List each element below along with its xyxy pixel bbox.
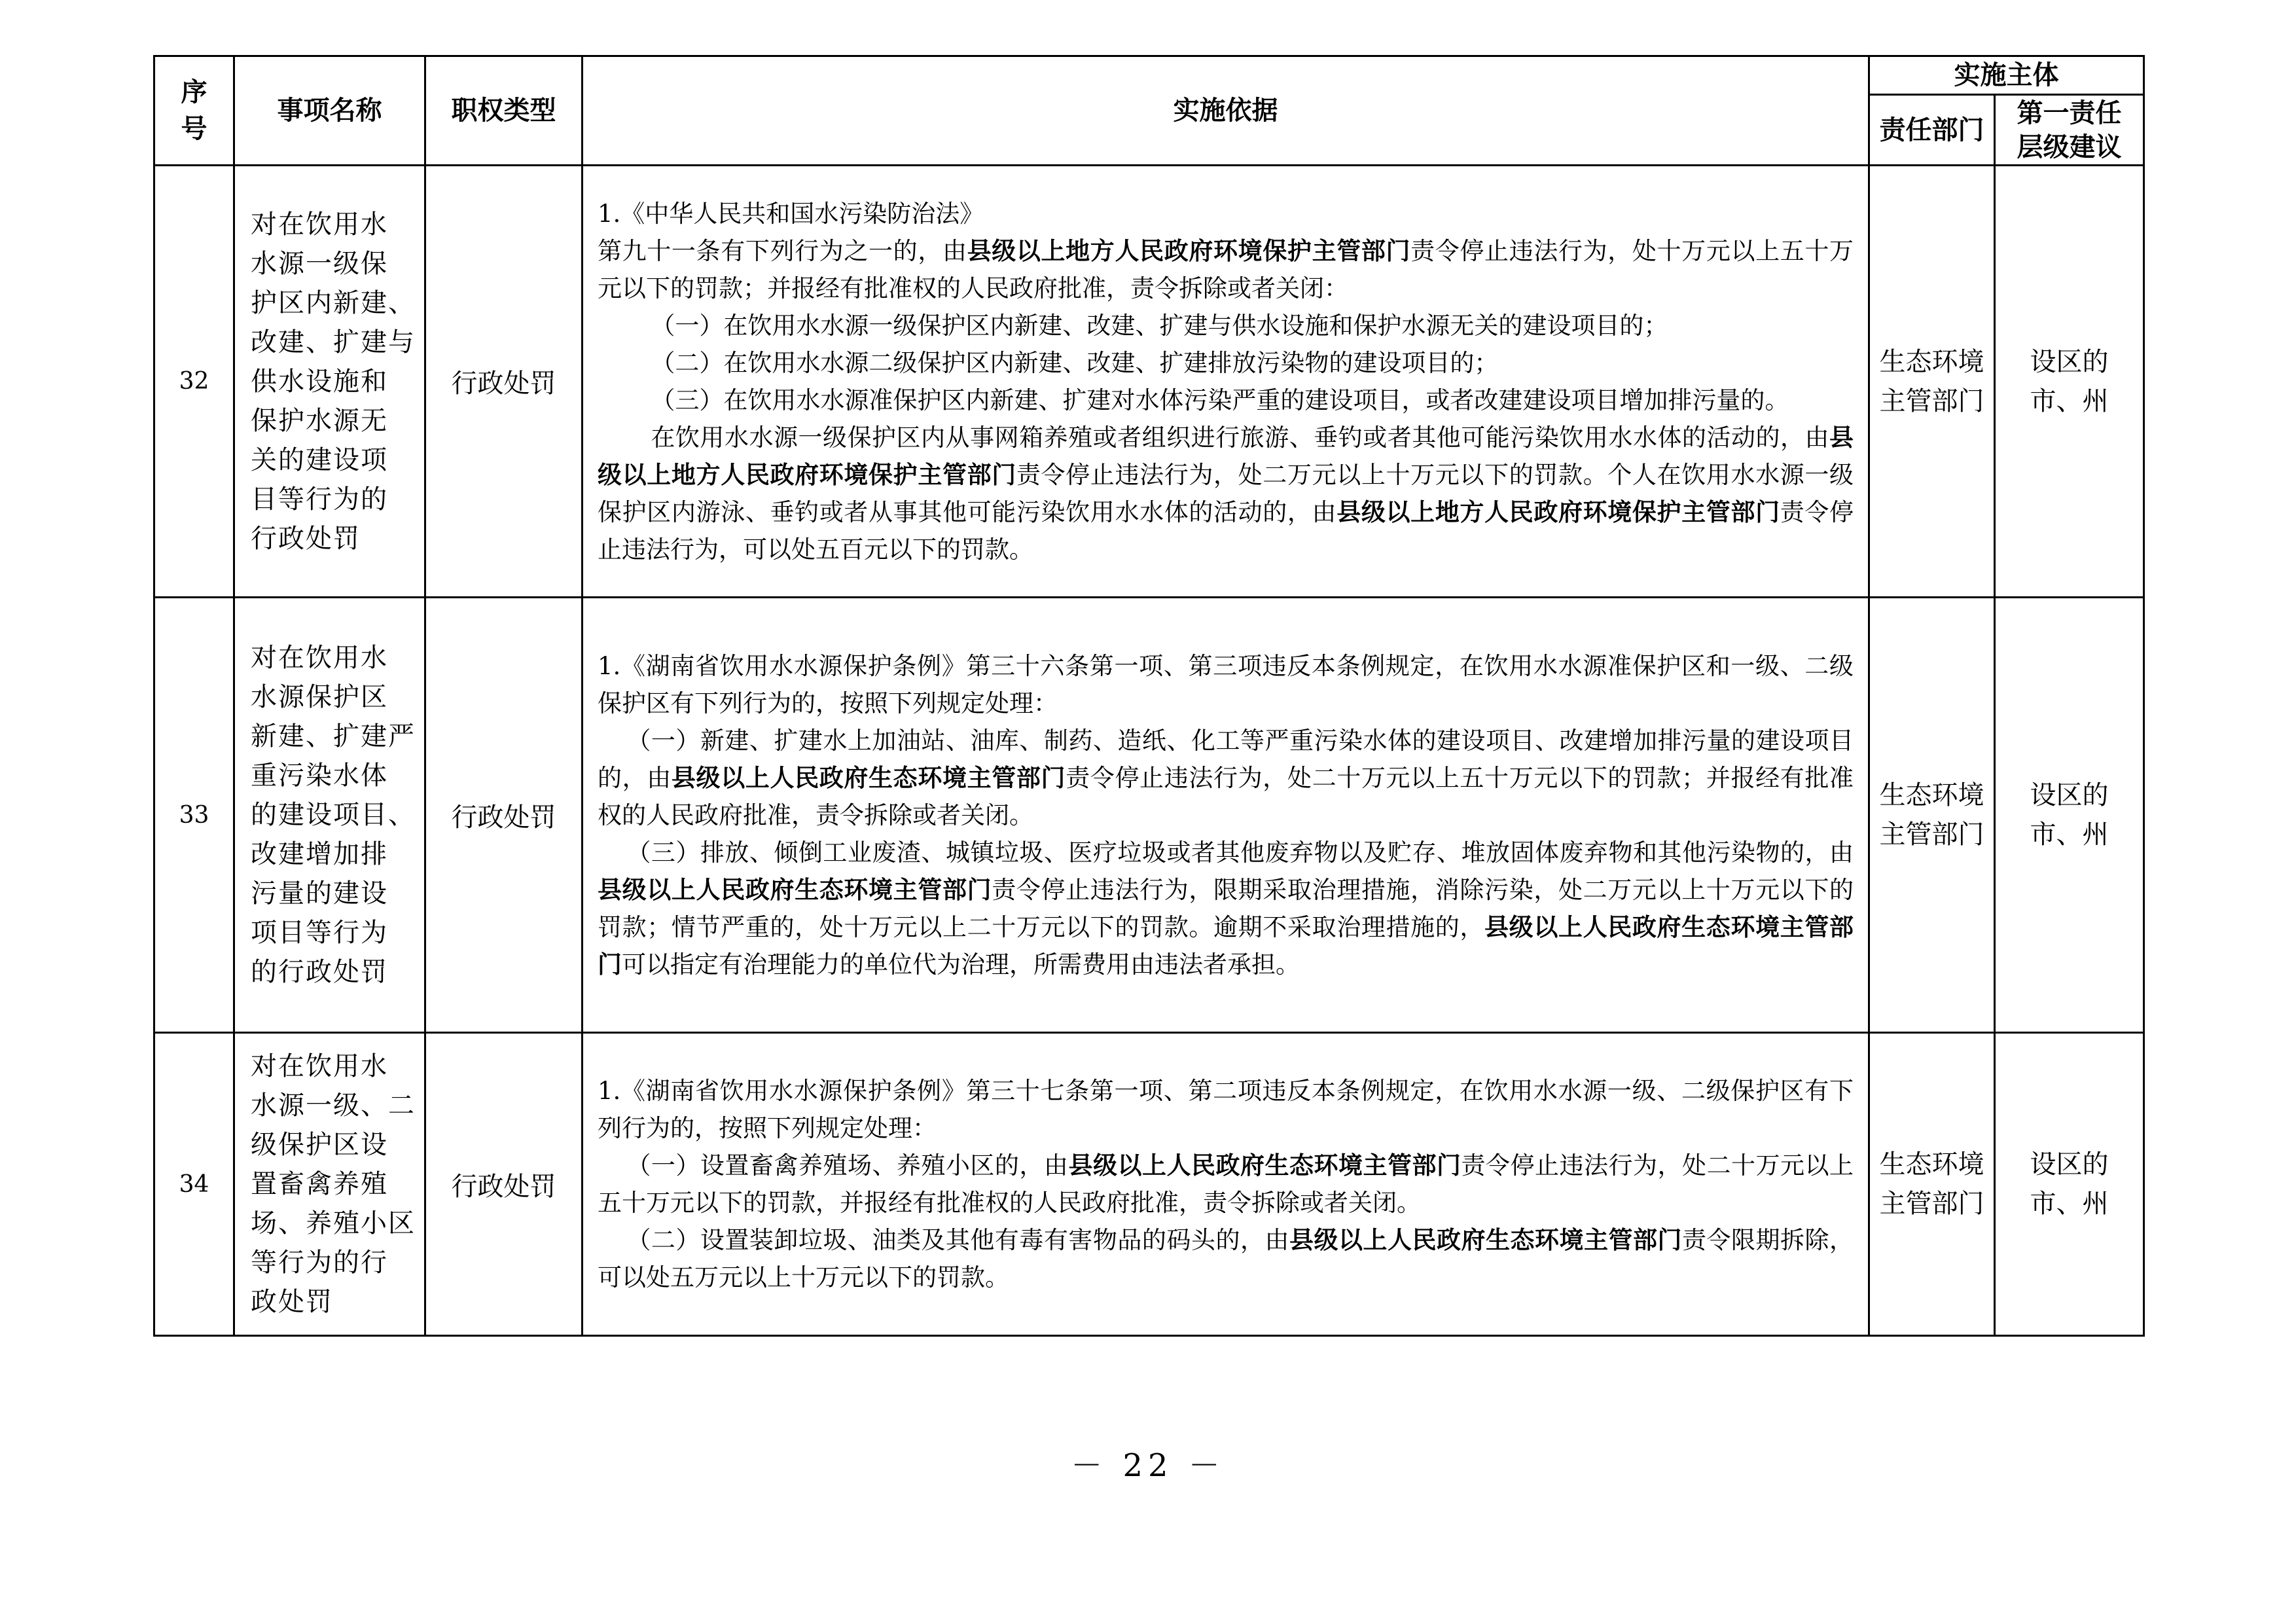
row-seq: 33 — [154, 598, 234, 1033]
row-name: 对在饮用水 水源一级保 护区内新建、 改建、扩建与 供水设施和 保护水源无 关的建设项 目等行为的 行政处罚 — [234, 166, 425, 598]
table-row — [154, 166, 2144, 598]
row-level: 设区的 市、州 — [1995, 166, 2144, 598]
row-dept: 生态环境 主管部门 — [1869, 166, 1995, 598]
header-type: 职权类型 — [425, 56, 583, 166]
row-level: 设区的 市、州 — [1995, 1033, 2144, 1336]
row-basis: 1.《湖南省饮用水水源保护条例》第三十六条第一项、第三项违反本条例规定，在饮用水水源准保护区和一级、二级保护区有下列行为的，按照下列规定处理： （一）新建、扩建水上加油站、油库、制药、造纸、化工等严重污染水体的建设项目、改建增加排污量的建设项目的，由县级以上人民政府生态环境主管部门责令停止违法行为，处二十万元以上五十万元以下的罚款；并报经有批准权的人民政府批准，责令拆除或者关闭。 （三）排放、倾倒工业废渣、城镇垃圾、医疗垃圾或者其他废弃物以及贮存、堆放固体废弃物和其他污染物的，由县级以上人民政府生态环境主管部门责令停止违法行为，限期采取治理措施，消除污染，处二万元以上十万元以下的罚款；情节严重的，处十万元以上二十万元以下的罚款。逾期不采取治理措施的，县级以上人民政府生态环境主管部门可以指定有治理能力的单位代为治理，所需费用由违法者承担。 — [583, 598, 1869, 1033]
header-name: 事项名称 — [234, 56, 425, 166]
row-name: 对在饮用水 水源一级、二 级保护区设 置畜禽养殖 场、养殖小区 等行为的行 政处罚 — [234, 1033, 425, 1336]
enforcement-table — [153, 55, 2145, 1337]
header-seq: 序 号 — [154, 56, 234, 166]
row-basis: 1.《中华人民共和国水污染防治法》 第九十一条有下列行为之一的，由县级以上地方人民政府环境保护主管部门责令停止违法行为，处十万元以上五十万元以下的罚款；并报经有批准权的人民政府批准，责令拆除或者关闭： （一）在饮用水水源一级保护区内新建、改建、扩建与供水设施和保护水源无关的建设项目的； （二）在饮用水水源二级保护区内新建、改建、扩建排放污染物的建设项目的； （三）在饮用水水源准保护区内新建、扩建对水体污染严重的建设项目，或者改建建设项目增加排污量的。 在饮用水水源一级保护区内从事网箱养殖或者组织进行旅游、垂钓或者其他可能污染饮用水水体的活动的，由县级以上地方人民政府环境保护主管部门责令停止违法行为，处二万元以上十万元以下的罚款。个人在饮用水水源一级保护区内游泳、垂钓或者从事其他可能污染饮用水水体的活动的，由县级以上地方人民政府环境保护主管部门责令停止违法行为，可以处五百元以下的罚款。 — [583, 166, 1869, 598]
page-number: － 22 － — [1071, 1447, 1225, 1484]
row-type: 行政处罚 — [425, 1033, 583, 1336]
row-type: 行政处罚 — [425, 598, 583, 1033]
header-basis: 实施依据 — [583, 56, 1869, 166]
row-dept: 生态环境 主管部门 — [1869, 1033, 1995, 1336]
row-name: 对在饮用水 水源保护区 新建、扩建严 重污染水体 的建设项目、 改建增加排 污量的建设 项目等行为 的行政处罚 — [234, 598, 425, 1033]
header-level: 第一责任 层级建议 — [1995, 95, 2144, 166]
row-dept: 生态环境 主管部门 — [1869, 598, 1995, 1033]
table-row — [154, 598, 2144, 1033]
header-subject: 实施主体 — [1869, 56, 2144, 95]
table-row — [154, 1033, 2144, 1336]
header-dept: 责任部门 — [1869, 95, 1995, 166]
row-level: 设区的 市、州 — [1995, 598, 2144, 1033]
row-basis: 1.《湖南省饮用水水源保护条例》第三十七条第一项、第二项违反本条例规定，在饮用水水源一级、二级保护区有下列行为的，按照下列规定处理： （一）设置畜禽养殖场、养殖小区的，由县级以上人民政府生态环境主管部门责令停止违法行为，处二十万元以上五十万元以下的罚款，并报经有批准权的人民政府批准，责令拆除或者关闭。 （二）设置装卸垃圾、油类及其他有毒有害物品的码头的，由县级以上人民政府生态环境主管部门责令限期拆除，可以处五万元以上十万元以下的罚款。 — [583, 1033, 1869, 1336]
row-seq: 32 — [154, 166, 234, 598]
row-seq: 34 — [154, 1033, 234, 1336]
row-type: 行政处罚 — [425, 166, 583, 598]
